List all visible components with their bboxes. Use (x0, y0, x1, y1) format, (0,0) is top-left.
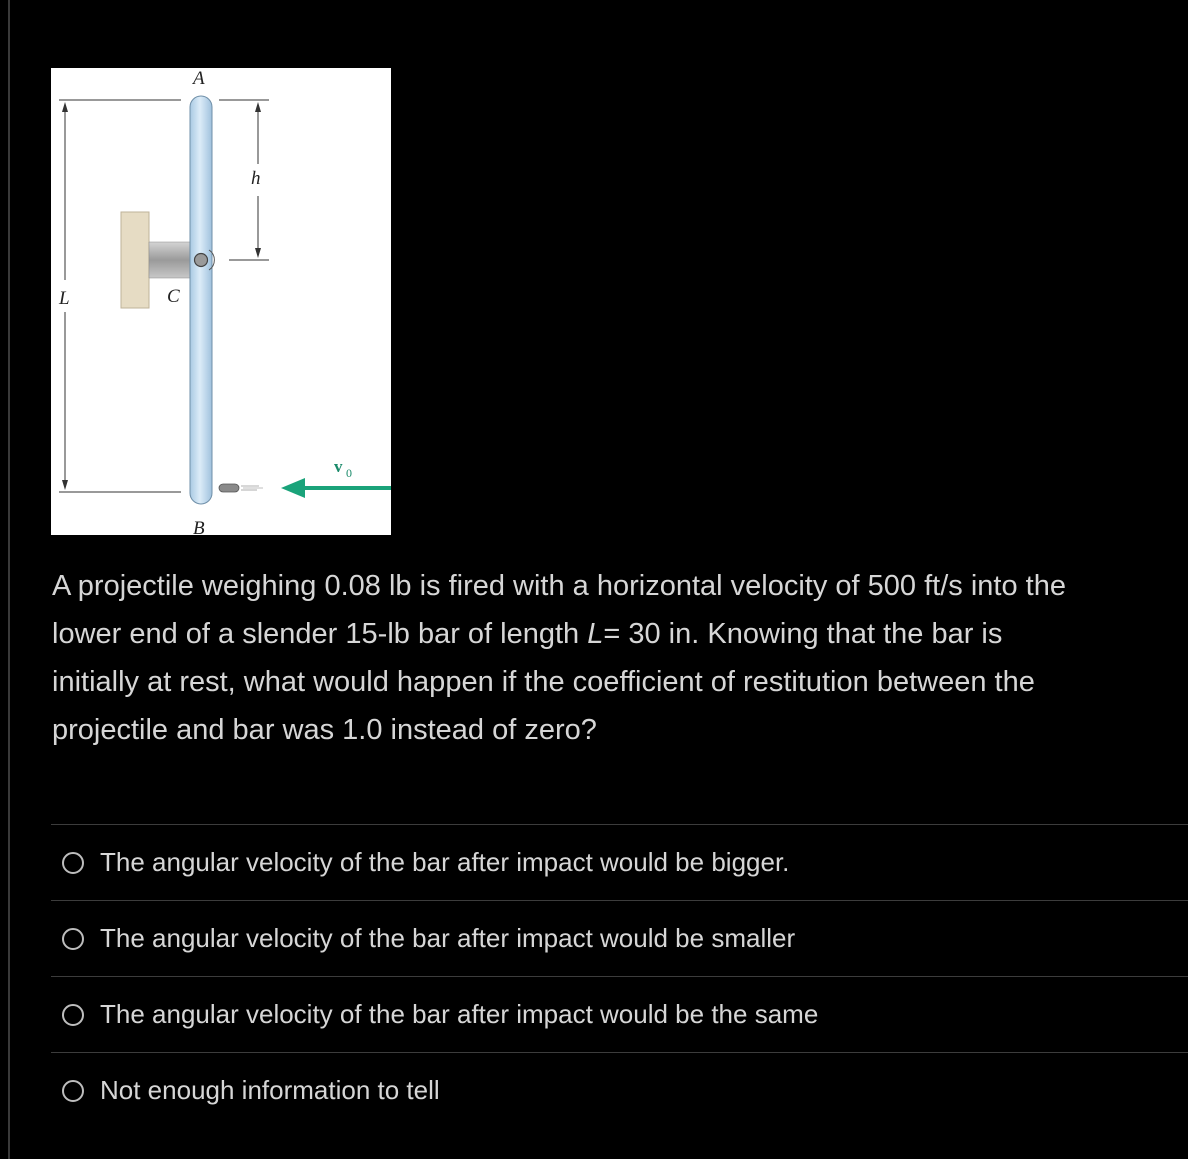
label-v: v (334, 457, 343, 476)
arrowhead-icon (255, 102, 261, 112)
answer-options (51, 824, 1188, 1128)
question-line: projectile and bar was 1.0 instead of zero? (52, 714, 597, 746)
bar-diagram (51, 68, 391, 535)
left-border-rule (8, 0, 10, 1159)
answer-option-label: Not enough information to tell (100, 1075, 440, 1105)
radio-button-icon[interactable] (62, 1080, 84, 1102)
answer-option-label: The angular velocity of the bar after impact would be the same (100, 999, 819, 1029)
answer-option-label: The angular velocity of the bar after impact would be bigger. (100, 847, 790, 877)
arrowhead-icon (255, 248, 261, 258)
label-B: B (193, 518, 205, 535)
dimension-L (58, 100, 181, 492)
arrowhead-icon (62, 102, 68, 112)
answer-option-same[interactable] (51, 976, 1188, 1052)
question-line-part: lower end of a slender 15-lb bar of length (52, 618, 588, 650)
slender-bar (190, 96, 212, 504)
answer-option-label: The angular velocity of the bar after impact would be smaller (100, 923, 796, 953)
answer-option-smaller[interactable] (51, 900, 1188, 976)
problem-figure (51, 68, 391, 535)
radio-button-icon[interactable] (62, 1004, 84, 1026)
question-variable-L: L (587, 618, 604, 650)
velocity-arrow (281, 457, 391, 498)
label-L: L (59, 288, 70, 309)
arrowhead-icon (62, 480, 68, 490)
pin-joint (195, 254, 208, 267)
question-line-part: = 30 in. Knowing that the bar is (603, 618, 1003, 650)
projectile (219, 484, 263, 492)
label-h: h (251, 168, 261, 189)
question-line: initially at rest, what would happen if the coefficient of restitution between the (52, 666, 1035, 698)
label-v-subscript: 0 (346, 466, 352, 480)
wall-support (121, 212, 149, 308)
label-C: C (167, 286, 180, 307)
question-line (52, 610, 1188, 658)
answer-option-not-enough-info[interactable] (51, 1052, 1188, 1128)
radio-button-icon[interactable] (62, 852, 84, 874)
arrow-left-icon (281, 478, 305, 498)
dimension-h (219, 100, 269, 260)
label-A: A (193, 68, 205, 89)
question-line: A projectile weighing 0.08 lb is fired with a horizontal velocity of 500 ft/s into the (52, 570, 1066, 602)
radio-button-icon[interactable] (62, 928, 84, 950)
question-text (52, 562, 1188, 754)
answer-option-bigger[interactable] (51, 824, 1188, 900)
